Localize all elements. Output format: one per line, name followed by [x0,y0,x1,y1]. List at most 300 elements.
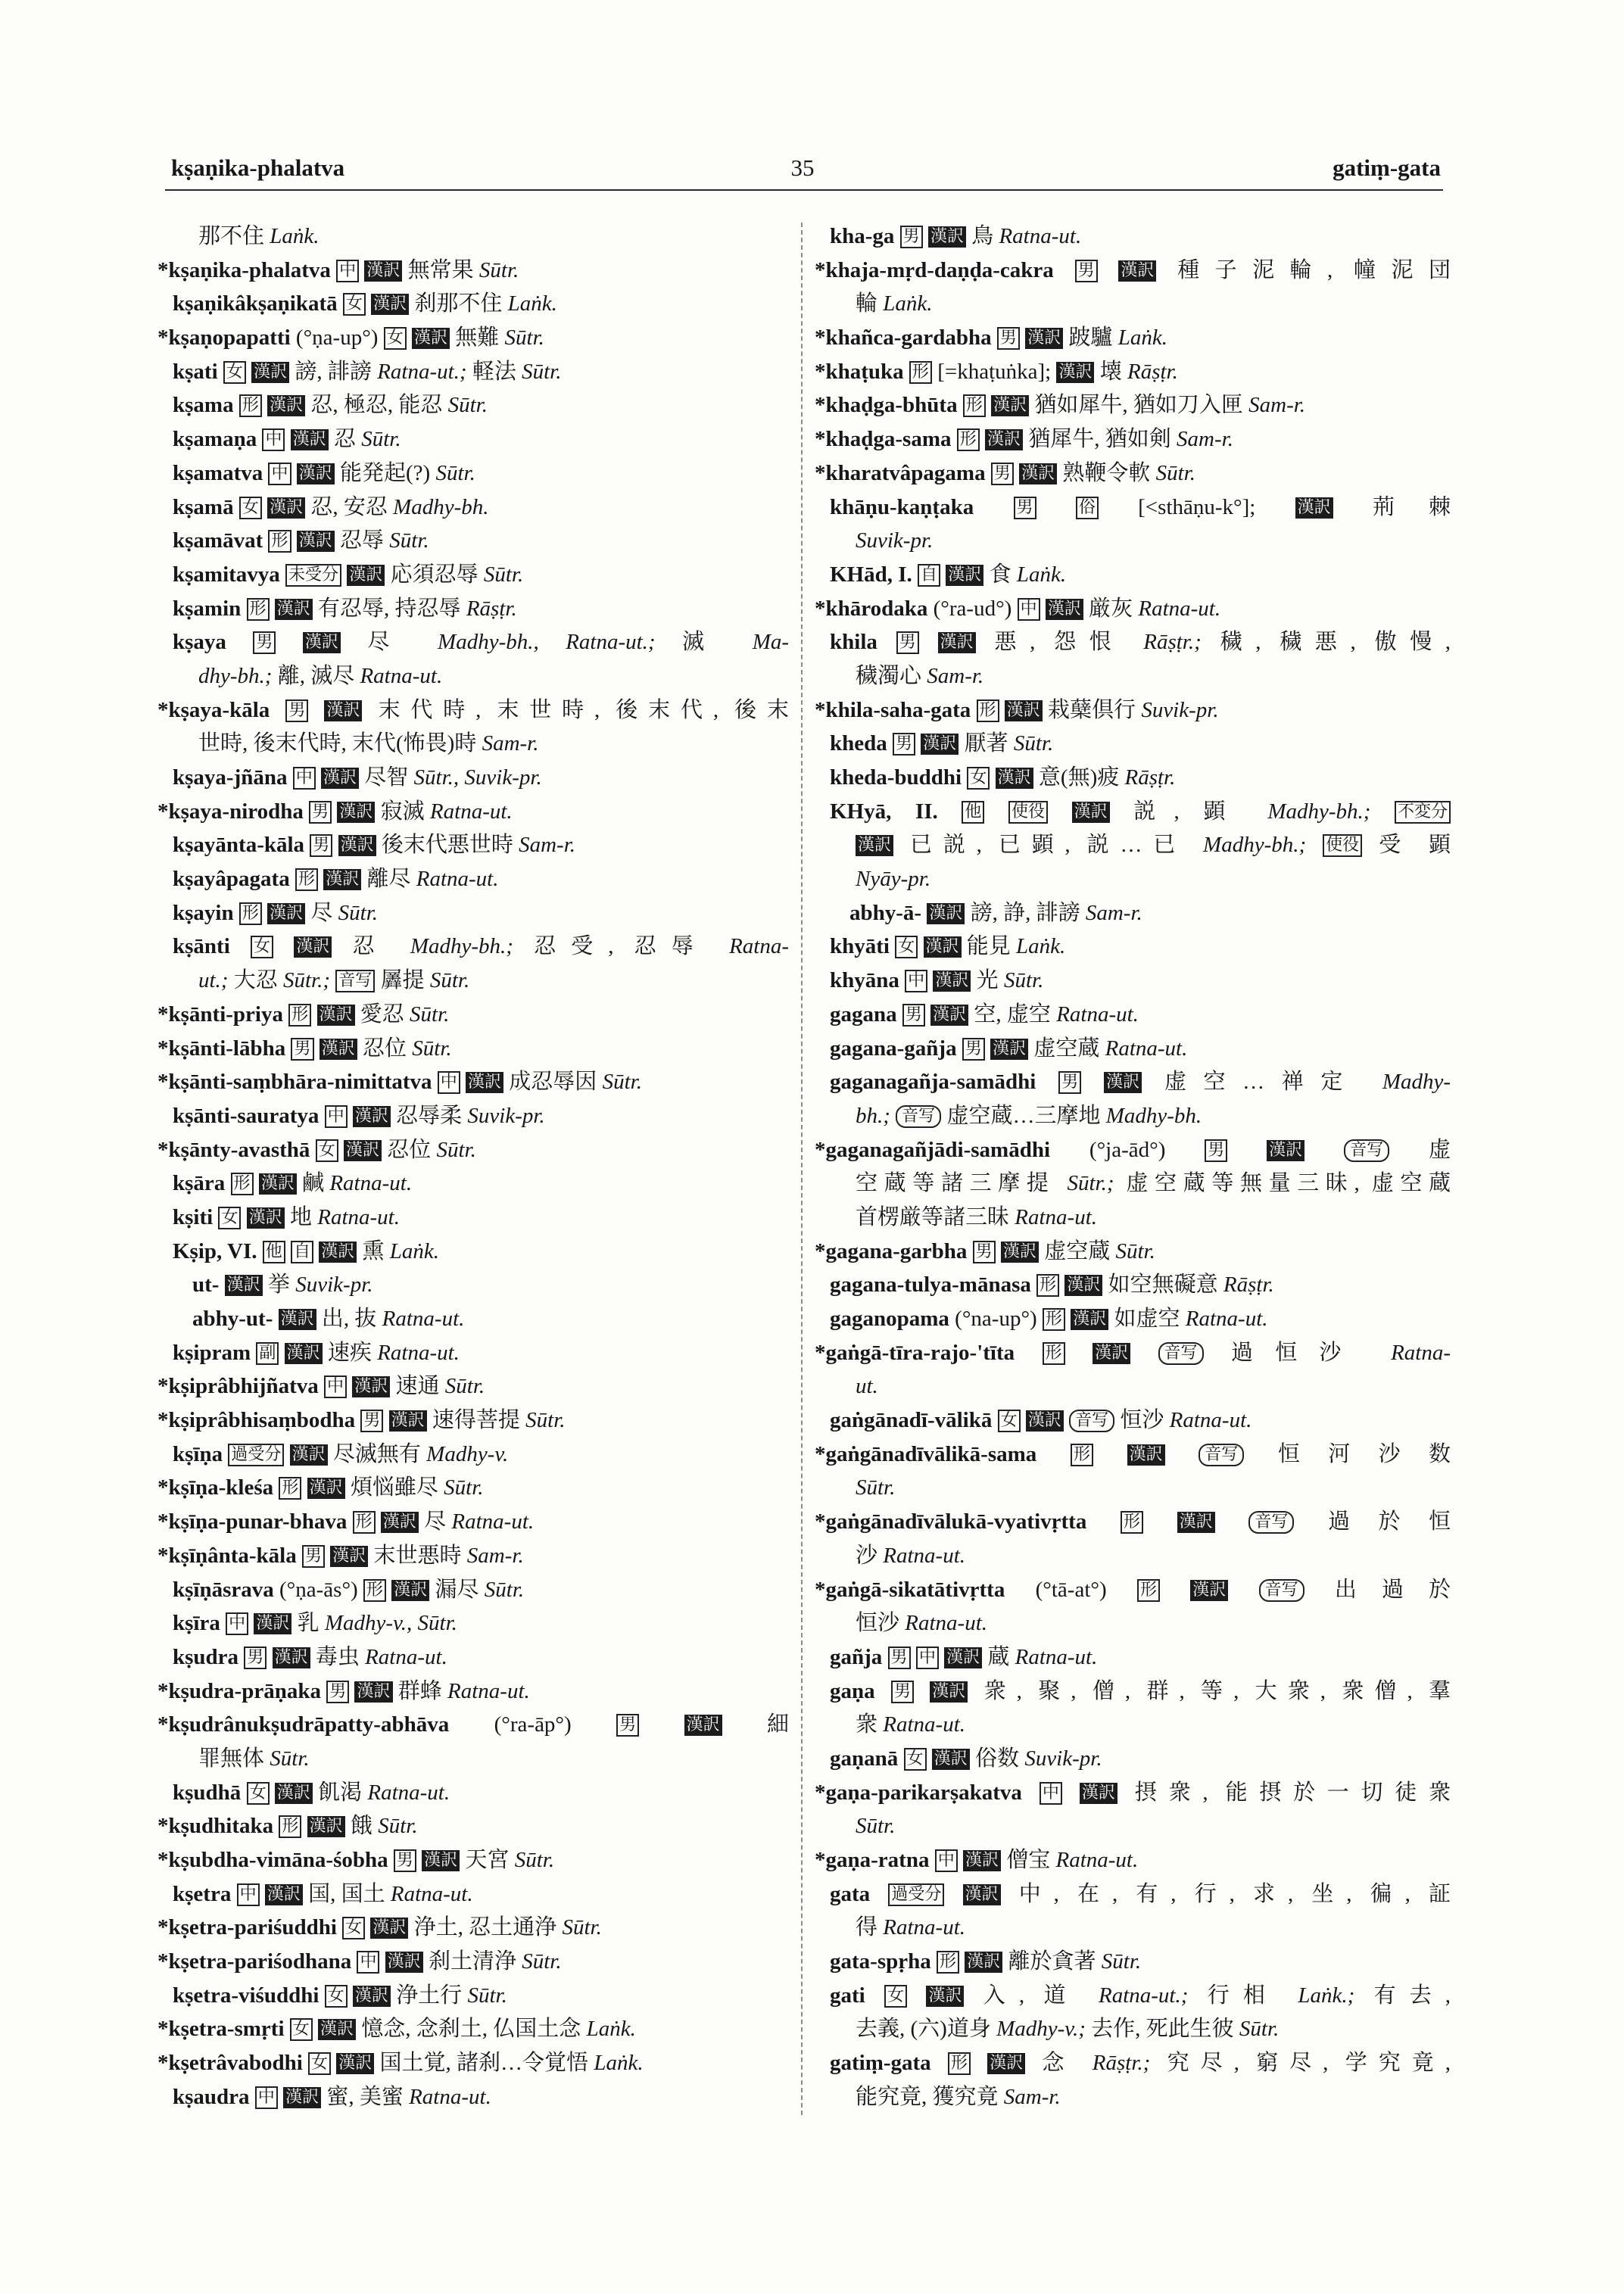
headword: gaṇanā [830,1746,899,1771]
source-abbr: Nyāy-pr. [856,867,931,892]
grammar-label: 中 [255,2086,278,2109]
headword: kṣānti-sauratya [173,1103,320,1128]
continuation-line [815,1471,1451,1505]
source-abbr: Sūtr. [447,393,488,418]
grammar-label: 女 [308,2052,331,2075]
asterisk-mark: * [157,326,169,350]
grammar-label: 男 [997,327,1020,350]
source-abbr: Madhy-v.; [996,2017,1086,2042]
entry-line [157,456,789,491]
grammar-label: 自 [918,564,940,587]
grammar-label: 形 [239,902,262,925]
source-abbr: Sūtr. [483,562,524,587]
translation-marker: 漢訳 [990,1039,1028,1060]
gloss-text: 能見 [966,934,1011,959]
grammar-label: 中 [916,1647,939,1669]
gloss-text: 大忍 [233,968,278,993]
source-abbr: Sūtr. [562,1915,602,1940]
gloss-text: 乳 [297,1611,320,1636]
entry-line [815,1979,1451,2013]
gloss-text: 衆, 聚, 僧, 群, 等, 大衆, 衆僧, 羣 [983,1678,1451,1703]
grammar-label: 俗 [1076,497,1099,519]
starred-entry-line [157,1911,789,1945]
asterisk-mark: * [157,2051,169,2076]
translation-marker: 漢訳 [290,1444,328,1466]
gloss-text: 恒沙 [1120,1408,1164,1433]
headword: kṣaya-jñāna [173,765,288,790]
translation-marker: 漢訳 [319,1242,357,1263]
gloss-text: 愛忍 [360,1002,404,1027]
translation-marker: 漢訳 [1118,260,1156,282]
gloss-text: 忍, 極忍, 能忍 [310,393,443,418]
headword: gaṅgānadī-vālikā [830,1408,993,1433]
gloss-text: 群蜂 [397,1678,442,1703]
source-abbr: Laṅk. [270,224,320,248]
headword: kṣudra-prāṇaka [168,1678,321,1703]
source-abbr: Sam-r. [927,663,984,688]
asterisk-mark: * [157,1374,169,1399]
headword: kṣīṇânta-kāla [168,1543,297,1568]
gloss-text: 速通 [395,1374,440,1399]
continuation-line [815,1809,1451,1843]
translation-marker: 漢訳 [283,2087,321,2108]
grammar-label: 女 [247,1782,270,1805]
headword: kheda [830,731,887,756]
gloss-text: 滅 [682,630,726,655]
gloss-text: 熏 [362,1238,385,1263]
asterisk-mark: * [815,1238,826,1263]
source-abbr: Ratna-ut. [1105,1036,1188,1061]
source-abbr: Rāṣṭr. [1223,1273,1274,1298]
asterisk-mark: * [815,1340,826,1365]
translation-marker: 漢訳 [946,565,983,586]
headword: abhy-ā- [849,900,922,925]
gloss-text: 末世悪時 [373,1543,462,1568]
headword: kṣati [173,359,218,384]
headword: kṣayānta-kāla [173,833,305,858]
starred-entry-line [815,1505,1451,1539]
starred-entry-line [157,1471,789,1505]
grammar-label: 女 [895,936,918,958]
source-abbr: Sūtr. [270,1746,310,1771]
translation-marker: 漢訳 [267,395,305,416]
headword: kha-ga [830,224,895,248]
gloss-text: 能発起(?) [340,460,431,485]
gloss-text: 蜜, 美蜜 [326,2084,404,2109]
gloss-text: 煩悩雖尽 [350,1475,438,1500]
grammar-label: 中 [1018,598,1040,621]
source-abbr: Laṅk. [883,291,933,316]
source-abbr: Sam-r. [1003,2084,1061,2109]
translation-marker: 漢訳 [1019,463,1057,484]
asterisk-mark: * [815,326,826,350]
continuation-line [815,1099,1451,1133]
gloss-text: 壊 [1099,359,1122,384]
gloss-text: 離於貪著 [1008,1949,1096,1974]
running-head-first-entry: kṣaṇika-phalatva [171,154,345,181]
starred-entry-line [157,254,789,288]
gloss-text: 行相 [1207,1983,1279,2008]
translation-marker: 漢訳 [921,734,959,755]
source-abbr: Ratna-ut. [905,1611,988,1636]
headword: gaṅgānadīvālukā-vyativṛtta [825,1509,1087,1534]
grammar-label: 形 [231,1173,254,1195]
entry-line [815,1302,1451,1336]
translation-marker: 漢訳 [352,1376,390,1397]
entry-line [157,592,789,626]
entry-line [157,1336,789,1370]
source-abbr: Sūtr., Suvik-pr. [413,765,542,790]
translation-marker: 漢訳 [856,835,893,856]
gloss-text: [<sthāṇu-k°]; [1138,494,1256,519]
headword: kṣaya-kāla [168,697,270,722]
gloss-text: 地 [289,1204,312,1229]
gloss-text: 種子泥輪, 幢泥団 [1177,257,1451,282]
gloss-text: 虚 [1428,1137,1451,1162]
translation-marker: 漢訳 [275,599,313,620]
gloss-text: 摂衆, 能摂於一切徒衆 [1134,1780,1451,1805]
gloss-text: 中, 在, 有, 行, 求, 坐, 徧, 証 [1018,1881,1451,1906]
translation-marker: 漢訳 [1025,328,1063,349]
source-abbr: Ratna- [1391,1340,1451,1365]
gloss-text: 挙 [267,1273,290,1298]
entry-line [815,964,1451,998]
grammar-label: 形 [1137,1579,1160,1602]
translation-marker: 漢訳 [285,1343,323,1364]
gloss-text: 羼提 [380,968,425,993]
entry-line [157,1877,789,1911]
source-abbr: Rāṣṭr.; [1143,630,1202,655]
gloss-text: 浄土, 忍土通浄 [413,1915,557,1940]
headword: khārodaka [825,596,928,621]
source-abbr: Madhy-bh.; [410,934,513,959]
starred-entry-line [157,1708,789,1742]
translation-marker: 漢訳 [317,1005,355,1026]
translation-marker: 漢訳 [1190,1580,1228,1601]
gloss-text: 去義, (六)道身 [856,2017,991,2042]
grammar-label: 形 [353,1511,376,1534]
headword: kṣaṇikâkṣaṇikatā [173,291,338,316]
source-abbr: Sūtr. [856,1475,896,1500]
source-abbr: Sam-r. [1177,427,1233,452]
header-rule [165,189,1443,191]
source-abbr: Sūtr. [436,1137,476,1162]
source-abbr: Ratna-ut. [365,1644,447,1669]
headword: kṣamin [173,596,242,621]
starred-entry-line [815,388,1451,422]
gloss-text: 忍, 安忍 [310,494,388,519]
gloss-text: 猶犀牛, 猶如剣 [1028,427,1171,452]
asterisk-mark: * [815,257,826,282]
source-abbr: Laṅk. [1117,326,1167,350]
source-abbr: Laṅk. [586,2017,636,2042]
continuation-line [157,964,789,998]
translation-marker: 漢訳 [926,1986,964,2007]
headword: kṣamā [173,494,234,519]
headword: kṣamatva [173,460,263,485]
continuation-line [815,2012,1451,2046]
headword: kṣayin [173,900,234,925]
subentry-line [815,896,1451,930]
translation-marker: 漢訳 [323,869,361,890]
headword: gagana [830,1002,897,1027]
grammar-label: 形 [268,530,291,553]
grammar-label: 女 [218,1207,241,1229]
gloss-text: 罪無体 [198,1746,265,1771]
asterisk-mark: * [157,1137,169,1162]
entry-line [157,625,789,659]
translation-marker: 漢訳 [370,1918,408,1939]
entry-line [157,1201,789,1235]
gloss-text: 出過於 [1334,1577,1451,1602]
source-abbr: Ratna-ut. [1169,1408,1252,1433]
continuation-line [815,659,1451,693]
entry-line [815,491,1451,525]
starred-entry-line [815,1235,1451,1269]
source-abbr: Sam-r. [482,731,539,756]
translation-marker: 漢訳 [318,2019,356,2040]
headword: kṣānti-lābha [168,1036,286,1061]
asterisk-mark: * [157,697,169,722]
entry-line [815,998,1451,1032]
headword: kṣetra-smṛti [168,2017,285,2042]
translation-marker: 漢訳 [1093,1343,1130,1364]
entry-line [815,1032,1451,1066]
translation-marker: 漢訳 [1046,599,1083,620]
gloss-text: 尽滅無有 [332,1441,421,1466]
gloss-text: 俗数 [975,1746,1020,1771]
grammar-label: 形 [909,361,932,384]
asterisk-mark: * [157,799,169,824]
gloss-text: 寂滅 [380,799,425,824]
source-abbr: Sūtr. [525,1408,566,1433]
headword: kṣamāvat [173,528,263,553]
entry-line [815,625,1451,659]
headword: kheda-buddhi [830,765,962,790]
gloss-text: 悪, 怨恨 [994,630,1125,655]
translation-marker: 漢訳 [354,1681,392,1703]
grammar-label: 女 [343,293,366,316]
gloss-text: 有忍辱, 持忍辱 [318,596,461,621]
source-abbr: Sūtr. [378,1814,418,1839]
running-head-last-entry: gatiṃ-gata [1333,154,1441,181]
entry-line [157,1235,789,1269]
entry-line [815,1268,1451,1302]
headword: kṣīṇa-kleśa [168,1475,274,1500]
entry-line [157,287,789,321]
asterisk-mark: * [157,1408,169,1433]
headword: khaṭuka [825,359,904,384]
gloss-text: (°na-up°) [955,1307,1037,1331]
translation-marker: 漢訳 [344,1140,382,1161]
grammar-label: 中 [226,1612,248,1635]
grammar-label: 形 [363,1579,386,1602]
gloss-text: 忍 [333,427,356,452]
source-abbr: Madhy-bh.; [1203,833,1307,858]
grammar-label: 女 [290,2018,313,2041]
source-abbr: dhy-bh.; [198,663,273,688]
source-abbr: Sam-r. [519,833,576,858]
gloss-text: 速疾 [327,1340,372,1365]
entry-line [157,828,789,862]
translation-marker: 漢訳 [364,260,402,282]
gloss-text: 穢濁心 [856,663,922,688]
headword: kharatvâpagama [825,460,986,485]
source-abbr: Sūtr. [361,427,401,452]
source-abbr: Ratna-ut.; [377,359,467,384]
grammar-label: 形 [1036,1274,1059,1297]
gloss-text: 意(無)疲 [1038,765,1120,790]
source-abbr: Sūtr. [514,1848,555,1872]
continuation-line [815,524,1451,558]
grammar-label: 女 [223,361,246,384]
gloss-text: 国, 国土 [308,1881,385,1906]
translation-marker: 漢訳 [1026,1410,1064,1432]
source-abbr: Laṅk. [594,2051,644,2076]
headword: gagana-gañja [830,1036,957,1061]
source-abbr: Ratna-ut. [377,1340,460,1365]
grammar-label: 形 [295,868,318,891]
source-abbr: Sam-r. [1248,393,1306,418]
translation-marker: 漢訳 [273,1647,310,1668]
entry-line [815,1675,1451,1709]
gloss-text: 跛驢 [1068,326,1113,350]
gloss-text: 離尽 [366,867,411,892]
translation-marker: 漢訳 [347,565,385,586]
transcription-label: 音写 [1248,1511,1294,1534]
grammar-label: 男 [326,1681,349,1703]
source-abbr: Sūtr. [1101,1949,1142,1974]
asterisk-mark: * [815,596,826,621]
transcription-label: 音写 [1199,1444,1244,1466]
translation-marker: 漢訳 [337,802,375,823]
translation-marker: 漢訳 [1072,802,1110,823]
grammar-label: 女 [384,327,407,350]
translation-marker: 漢訳 [336,2053,374,2074]
grammar-label: 女 [342,1917,365,1939]
gloss-text: 虚空…禅定 [1164,1070,1360,1095]
asterisk-mark: * [815,460,826,485]
gloss-text: 説, 顕 [1133,799,1244,824]
grammar-label: 中 [1040,1782,1062,1805]
translation-marker: 漢訳 [684,1715,722,1736]
translation-marker: 漢訳 [307,1816,345,1837]
source-abbr: Sūtr. [1155,460,1196,485]
translation-marker: 漢訳 [247,1207,285,1229]
gloss-text: 出, 抜 [321,1307,377,1331]
source-abbr: Laṅk. [1016,562,1067,587]
headword: kṣiti [173,1204,214,1229]
grammar-label: 中 [324,1375,347,1398]
source-abbr: Ratna-ut. [409,2084,491,2109]
entry-line [157,930,789,964]
entry-line [815,220,1451,254]
starred-entry-line [157,795,789,829]
entry-line [815,727,1451,761]
translation-marker: 漢訳 [924,936,962,958]
source-abbr: Sūtr. [444,1374,485,1399]
headword: kṣīṇāsrava [173,1577,274,1602]
source-abbr: Sūtr. [522,359,562,384]
gloss-text: 鹹 [302,1171,325,1196]
headword: kṣetra [173,1881,232,1906]
entry-line [157,558,789,592]
headword: kṣetra-viśuddhi [173,1983,320,2008]
gloss-text: 厭著 [964,731,1008,756]
gloss-text: 沙 [856,1543,878,1568]
grammar-label: 男 [896,631,919,654]
grammar-label: 男 [253,631,276,654]
entry-line [815,2046,1451,2080]
grammar-label: 男 [1205,1139,1227,1162]
grammar-label: 男 [1075,260,1098,282]
grammar-label: 男 [891,1681,914,1703]
gloss-text: 離, 滅尽 [277,663,355,688]
headword: kṣudrânukṣudrāpatty-abhāva [168,1712,450,1737]
grammar-label: 女 [316,1139,338,1162]
source-abbr: Sūtr.; [282,968,331,993]
source-abbr: Ratna-ut. [360,663,443,688]
translation-marker: 漢訳 [1001,1242,1039,1263]
grammar-label: 女 [325,1985,348,2008]
asterisk-mark: * [815,359,826,384]
entry-line [157,1776,789,1810]
translation-marker: 漢訳 [1295,497,1333,519]
page-number: 35 [790,154,815,181]
gloss-text: 栽蘖倶行 [1048,697,1136,722]
gloss-text: 蔵 [987,1644,1010,1669]
headword: khāṇu-kaṇṭaka [830,494,974,519]
translation-marker: 漢訳 [1005,700,1043,721]
gloss-text: 忍辱 [340,528,385,553]
gloss-text: 光 [976,968,999,993]
source-abbr: Sūtr. [1003,968,1044,993]
source-abbr: Ratna-ut. [883,1712,966,1737]
gloss-text: 空, 虚空 [974,1002,1051,1027]
headword: kṣamitavya [173,562,280,587]
source-abbr: Ratna-ut. [329,1171,413,1196]
headword: kṣīṇa-punar-bhava [168,1509,348,1534]
asterisk-mark: * [815,1780,826,1805]
source-abbr: Suvik-pr. [856,528,934,553]
source-abbr: Suvik-pr. [295,1273,373,1298]
entry-line [157,355,789,389]
source-abbr: Rāṣṭr. [1127,359,1178,384]
continuation-line [815,1539,1451,1573]
grammar-label: 使役 [1323,834,1362,857]
headword: gaganopama [830,1307,949,1331]
continuation-line [815,1369,1451,1404]
source-abbr: Sūtr. [1239,2017,1280,2042]
headword: kṣānty-avasthā [168,1137,310,1162]
headword: khyāti [830,934,890,959]
translation-marker: 漢訳 [291,429,329,450]
starred-entry-line [157,1809,789,1843]
continuation-line [815,1708,1451,1742]
gloss-text: 受 顕 [1379,833,1451,858]
gloss-text: 僧宝 [1006,1848,1051,1872]
grammar-label: 中 [325,1105,348,1128]
grammar-label: 男 [1058,1071,1081,1094]
source-abbr: Ratna-ut. [382,1307,465,1331]
headword: kṣudra [173,1644,239,1669]
gloss-text: (°ra-ud°) [933,596,1012,621]
gloss-text: 尽智 [364,765,409,790]
starred-entry-line [815,1573,1451,1607]
translation-marker: 漢訳 [928,226,966,248]
source-abbr: Sūtr. [504,326,544,350]
starred-entry-line [157,1539,789,1573]
